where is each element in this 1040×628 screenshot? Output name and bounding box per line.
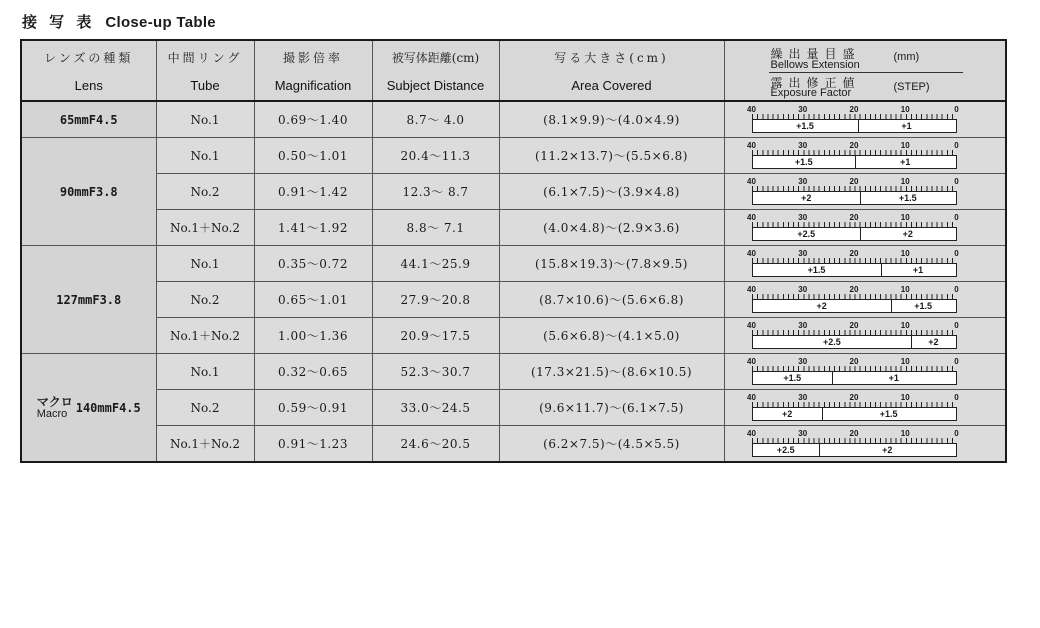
exposure-step-right: +2 <box>902 229 913 239</box>
header-magnification <box>254 40 372 101</box>
header-factor-jp: 露出修正値 <box>770 76 861 90</box>
area-cell: (17.3×21.5)～(8.6×10.5) <box>499 354 724 390</box>
header-factor-unit: (STEP) <box>893 81 930 93</box>
tube-cell: No.1＋No.2 <box>156 318 254 354</box>
bellows-scale <box>747 105 959 133</box>
exposure-step-right: +1 <box>912 265 924 275</box>
exposure-step-right: +1.5 <box>879 409 898 419</box>
scale-tick-label: 0 <box>954 429 959 438</box>
exposure-bar <box>752 371 957 385</box>
distance-cell: 33.0～24.5 <box>372 390 499 426</box>
exposure-step-left: +2.5 <box>753 336 913 348</box>
page-title <box>22 11 216 32</box>
table-body <box>21 101 1006 462</box>
scale-tick-label: 10 <box>900 321 910 330</box>
table-row <box>21 138 1006 174</box>
title-jp: 接 写 表 <box>22 14 96 31</box>
lens-cell <box>21 354 156 463</box>
bellows-scale <box>747 141 959 169</box>
exposure-step-left: +1.5 <box>753 120 859 132</box>
exposure-step-right: +1 <box>901 121 912 131</box>
scale-tick-label: 20 <box>849 285 859 294</box>
table-row <box>21 246 1006 282</box>
scale-tick-label: 20 <box>849 141 859 150</box>
distance-cell: 27.9～20.8 <box>372 282 499 318</box>
scale-tick-label: 10 <box>900 213 910 222</box>
scale-tick-label: 0 <box>954 105 959 114</box>
area-cell: (9.6×11.7)～(6.1×7.5) <box>499 390 724 426</box>
scale-tick-label: 20 <box>849 105 859 114</box>
scale-tick-label: 0 <box>954 177 959 186</box>
bellows-scale <box>747 285 959 313</box>
scale-tick-label: 30 <box>798 249 808 258</box>
macro-label-jp: マクロ <box>36 394 73 409</box>
magnification-cell: 0.59～0.91 <box>254 390 372 426</box>
bellows-gauge-cell <box>724 390 1006 426</box>
scale-tick-label: 30 <box>798 393 808 402</box>
scale-tick-label: 0 <box>954 213 959 222</box>
magnification-cell: 0.65～1.01 <box>254 282 372 318</box>
scale-tick-label: 30 <box>798 105 808 114</box>
magnification-cell: 0.91～1.23 <box>254 426 372 463</box>
exposure-step-left: +2.5 <box>753 228 862 240</box>
header-distance-en: Subject Distance <box>386 77 485 93</box>
table-row <box>21 210 1006 246</box>
exposure-step-left: +2 <box>753 408 823 420</box>
bellows-scale <box>747 177 959 205</box>
exposure-step-right: +1 <box>900 157 911 167</box>
area-cell: (5.6×6.8)～(4.1×5.0) <box>499 318 724 354</box>
scale-tick-label: 30 <box>798 357 808 366</box>
scale-tick-label: 30 <box>798 285 808 294</box>
scale-tick-label: 40 <box>747 285 756 294</box>
table-row <box>21 354 1006 390</box>
scale-tick-label: 40 <box>747 429 756 438</box>
distance-cell: 8.8～ 7.1 <box>372 210 499 246</box>
scale-tick-label: 40 <box>747 393 756 402</box>
macro-label-en: Macro <box>36 407 68 420</box>
scale-tick-label: 40 <box>747 105 756 114</box>
exposure-step-right: +2 <box>928 337 939 347</box>
bellows-scale <box>747 357 959 385</box>
distance-cell: 44.1～25.9 <box>372 246 499 282</box>
area-cell: (4.0×4.8)～(2.9×3.6) <box>499 210 724 246</box>
bellows-gauge-cell <box>724 426 1006 463</box>
tube-cell: No.2 <box>156 174 254 210</box>
bellows-gauge-cell <box>724 354 1006 390</box>
lens-name: 140mmF4.5 <box>75 400 141 415</box>
exposure-step-right: +2 <box>882 445 893 455</box>
area-cell: (6.1×7.5)～(3.9×4.8) <box>499 174 724 210</box>
title-en: Close-up Table <box>105 14 216 31</box>
scale-tick-label: 20 <box>849 213 859 222</box>
scale-tick-label: 20 <box>849 321 859 330</box>
table-row <box>21 174 1006 210</box>
tube-cell: No.1 <box>156 354 254 390</box>
exposure-step-left: +1.5 <box>753 264 882 276</box>
tube-cell: No.1＋No.2 <box>156 210 254 246</box>
distance-cell: 52.3～30.7 <box>372 354 499 390</box>
scale-tick-label: 10 <box>900 285 910 294</box>
bellows-scale <box>747 393 959 421</box>
header-magnification-en: Magnification <box>274 77 352 93</box>
bellows-scale <box>747 249 959 277</box>
scale-tick-label: 30 <box>798 177 808 186</box>
exposure-step-left: +2 <box>753 192 862 204</box>
distance-cell: 12.3～ 8.7 <box>372 174 499 210</box>
lens-name: 127mmF3.8 <box>56 292 122 307</box>
header-tube <box>156 40 254 101</box>
bellows-gauge-cell <box>724 246 1006 282</box>
bellows-gauge-cell <box>724 318 1006 354</box>
header-factor-en: Exposure Factor <box>770 87 852 99</box>
bellows-scale <box>747 321 959 349</box>
distance-cell: 24.6～20.5 <box>372 426 499 463</box>
exposure-step-left: +1.5 <box>753 156 857 168</box>
scale-tick-label: 20 <box>849 249 859 258</box>
exposure-bar <box>752 335 957 349</box>
tube-cell: No.2 <box>156 390 254 426</box>
scale-tick-label: 30 <box>798 213 808 222</box>
tube-cell: No.1 <box>156 138 254 174</box>
area-cell: (6.2×7.5)～(4.5×5.5) <box>499 426 724 463</box>
header-area-en: Area Covered <box>571 77 652 93</box>
exposure-step-right: +1.5 <box>914 301 933 311</box>
header-bellows-en: Bellows Extension <box>770 59 860 71</box>
scale-tick-label: 30 <box>798 429 808 438</box>
exposure-step-right: +1.5 <box>898 193 917 203</box>
bellows-gauge-cell <box>724 210 1006 246</box>
scale-tick-label: 40 <box>747 141 756 150</box>
close-up-table <box>20 39 1007 463</box>
header-tube-en: Tube <box>190 77 220 93</box>
area-cell: (15.8×19.3)～(7.8×9.5) <box>499 246 724 282</box>
scale-tick-label: 30 <box>798 141 808 150</box>
bellows-gauge-cell <box>724 101 1006 138</box>
exposure-step-right: +1 <box>888 373 899 383</box>
area-cell: (8.1×9.9)～(4.0×4.9) <box>499 101 724 138</box>
bellows-gauge-cell <box>724 138 1006 174</box>
scale-tick-label: 0 <box>954 321 959 330</box>
area-cell: (8.7×10.6)～(5.6×6.8) <box>499 282 724 318</box>
header-tube-jp: 中間リング <box>167 50 243 65</box>
scale-tick-label: 10 <box>900 429 910 438</box>
lens-name: 90mmF3.8 <box>59 184 118 199</box>
exposure-bar <box>752 155 957 169</box>
header-lens <box>21 40 156 101</box>
tube-cell: No.1＋No.2 <box>156 426 254 463</box>
exposure-bar <box>752 263 957 277</box>
exposure-step-left: +1.5 <box>753 372 833 384</box>
scale-tick-label: 10 <box>900 357 910 366</box>
magnification-cell: 0.35～0.72 <box>254 246 372 282</box>
tube-cell: No.2 <box>156 282 254 318</box>
scale-tick-label: 30 <box>798 321 808 330</box>
distance-cell: 8.7～ 4.0 <box>372 101 499 138</box>
header-magnification-jp: 撮影倍率 <box>282 50 343 65</box>
header-lens-jp: レンズの種類 <box>44 50 134 65</box>
table-row <box>21 282 1006 318</box>
magnification-cell: 1.41～1.92 <box>254 210 372 246</box>
scale-tick-label: 40 <box>747 213 756 222</box>
table-row <box>21 426 1006 463</box>
bellows-gauge-cell <box>724 174 1006 210</box>
exposure-bar <box>752 227 957 241</box>
header-bellows <box>724 40 1006 101</box>
scale-tick-label: 0 <box>954 285 959 294</box>
table-row <box>21 390 1006 426</box>
bellows-scale <box>747 429 959 457</box>
scale-tick-label: 40 <box>747 177 756 186</box>
scale-tick-label: 10 <box>900 249 910 258</box>
exposure-bar <box>752 191 957 205</box>
header-row <box>21 40 1006 101</box>
scale-tick-label: 0 <box>954 141 959 150</box>
distance-cell: 20.9～17.5 <box>372 318 499 354</box>
header-bellows-jp: 繰出量目盛 <box>770 47 861 61</box>
exposure-bar <box>752 443 957 457</box>
header-area-jp: 写る大きさ(cm) <box>554 50 669 65</box>
tube-cell: No.1 <box>156 246 254 282</box>
scale-tick-label: 20 <box>849 393 859 402</box>
distance-cell: 20.4～11.3 <box>372 138 499 174</box>
tube-cell: No.1 <box>156 101 254 138</box>
area-cell: (11.2×13.7)～(5.5×6.8) <box>499 138 724 174</box>
exposure-bar <box>752 299 957 313</box>
magnification-cell: 1.00～1.36 <box>254 318 372 354</box>
magnification-cell: 0.91～1.42 <box>254 174 372 210</box>
scale-tick-label: 20 <box>849 357 859 366</box>
exposure-bar <box>752 119 957 133</box>
header-distance <box>372 40 499 101</box>
exposure-bar <box>752 407 957 421</box>
scale-tick-label: 10 <box>900 141 910 150</box>
table-row <box>21 101 1006 138</box>
exposure-step-left: +2.5 <box>753 444 821 456</box>
lens-cell <box>21 138 156 246</box>
magnification-cell: 0.32～0.65 <box>254 354 372 390</box>
scale-tick-label: 40 <box>747 357 756 366</box>
scale-tick-label: 40 <box>747 249 756 258</box>
scale-tick-label: 10 <box>900 393 910 402</box>
header-distance-jp: 被写体距離(cm) <box>391 50 480 65</box>
lens-cell <box>21 101 156 138</box>
header-divider <box>769 72 964 73</box>
scale-tick-label: 10 <box>900 177 910 186</box>
scale-tick-label: 10 <box>900 105 910 114</box>
header-area <box>499 40 724 101</box>
scale-tick-label: 20 <box>849 429 859 438</box>
scale-tick-label: 40 <box>747 321 756 330</box>
bellows-gauge-cell <box>724 282 1006 318</box>
scale-tick-label: 0 <box>954 393 959 402</box>
header-bellows-unit: (mm) <box>893 51 920 63</box>
bellows-scale <box>747 213 959 241</box>
magnification-cell: 0.69～1.40 <box>254 101 372 138</box>
exposure-step-left: +2 <box>753 300 892 312</box>
magnification-cell: 0.50～1.01 <box>254 138 372 174</box>
scale-tick-label: 0 <box>954 357 959 366</box>
lens-name: 65mmF4.5 <box>59 112 118 127</box>
table-row <box>21 318 1006 354</box>
lens-cell <box>21 246 156 354</box>
header-lens-en: Lens <box>74 77 103 93</box>
scale-tick-label: 20 <box>849 177 859 186</box>
scale-tick-label: 0 <box>954 249 959 258</box>
